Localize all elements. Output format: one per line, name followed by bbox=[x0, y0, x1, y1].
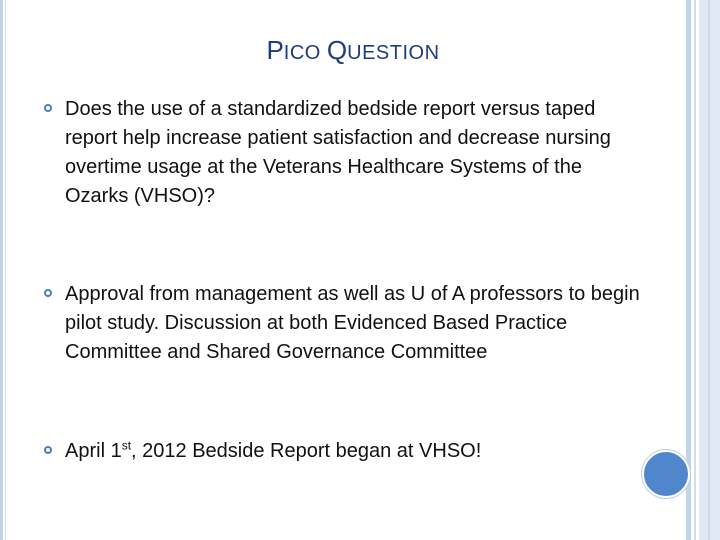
title-initial-q: Q bbox=[326, 35, 348, 65]
left-border-stripe bbox=[0, 0, 3, 540]
bullet-text: Approval from management as well as U of A professors to begin pilot study. Discussion at both Evidenced Based Practice Committee and Shared Governance Committee bbox=[65, 283, 640, 363]
bullet-text bbox=[65, 437, 644, 466]
bullet-text-before: April 1 bbox=[65, 440, 122, 462]
ordinal-suffix: st bbox=[121, 438, 132, 453]
bullet-item-pico-question bbox=[44, 95, 644, 211]
title-rest-ico: ICO bbox=[283, 42, 327, 64]
title-initial-p: P bbox=[266, 35, 284, 65]
bullet-ring-icon bbox=[44, 289, 52, 297]
bullet-text-after: , 2012 Bedside Report began at VHSO! bbox=[131, 440, 482, 462]
left-border-stripe-thin bbox=[5, 0, 6, 540]
bullet-ring-icon bbox=[44, 104, 52, 112]
bullet-ring-icon bbox=[44, 446, 52, 454]
right-border-stripe bbox=[686, 0, 691, 540]
bullet-item-approval bbox=[44, 280, 644, 367]
bullet-text: Does the use of a standardized bedside report versus taped report help increase patient satisfaction and decrease nursing overtime usage at the Veterans Healthcare Systems of the Ozarks (VHSO)? bbox=[65, 98, 611, 207]
slide-title bbox=[40, 33, 666, 70]
decorative-circle-icon bbox=[642, 450, 690, 498]
right-border-band-line bbox=[708, 0, 710, 540]
bullet-item-start-date bbox=[44, 437, 644, 466]
title-rest-uestion: UESTION bbox=[347, 42, 440, 64]
right-border-stripe-thin bbox=[694, 0, 696, 540]
